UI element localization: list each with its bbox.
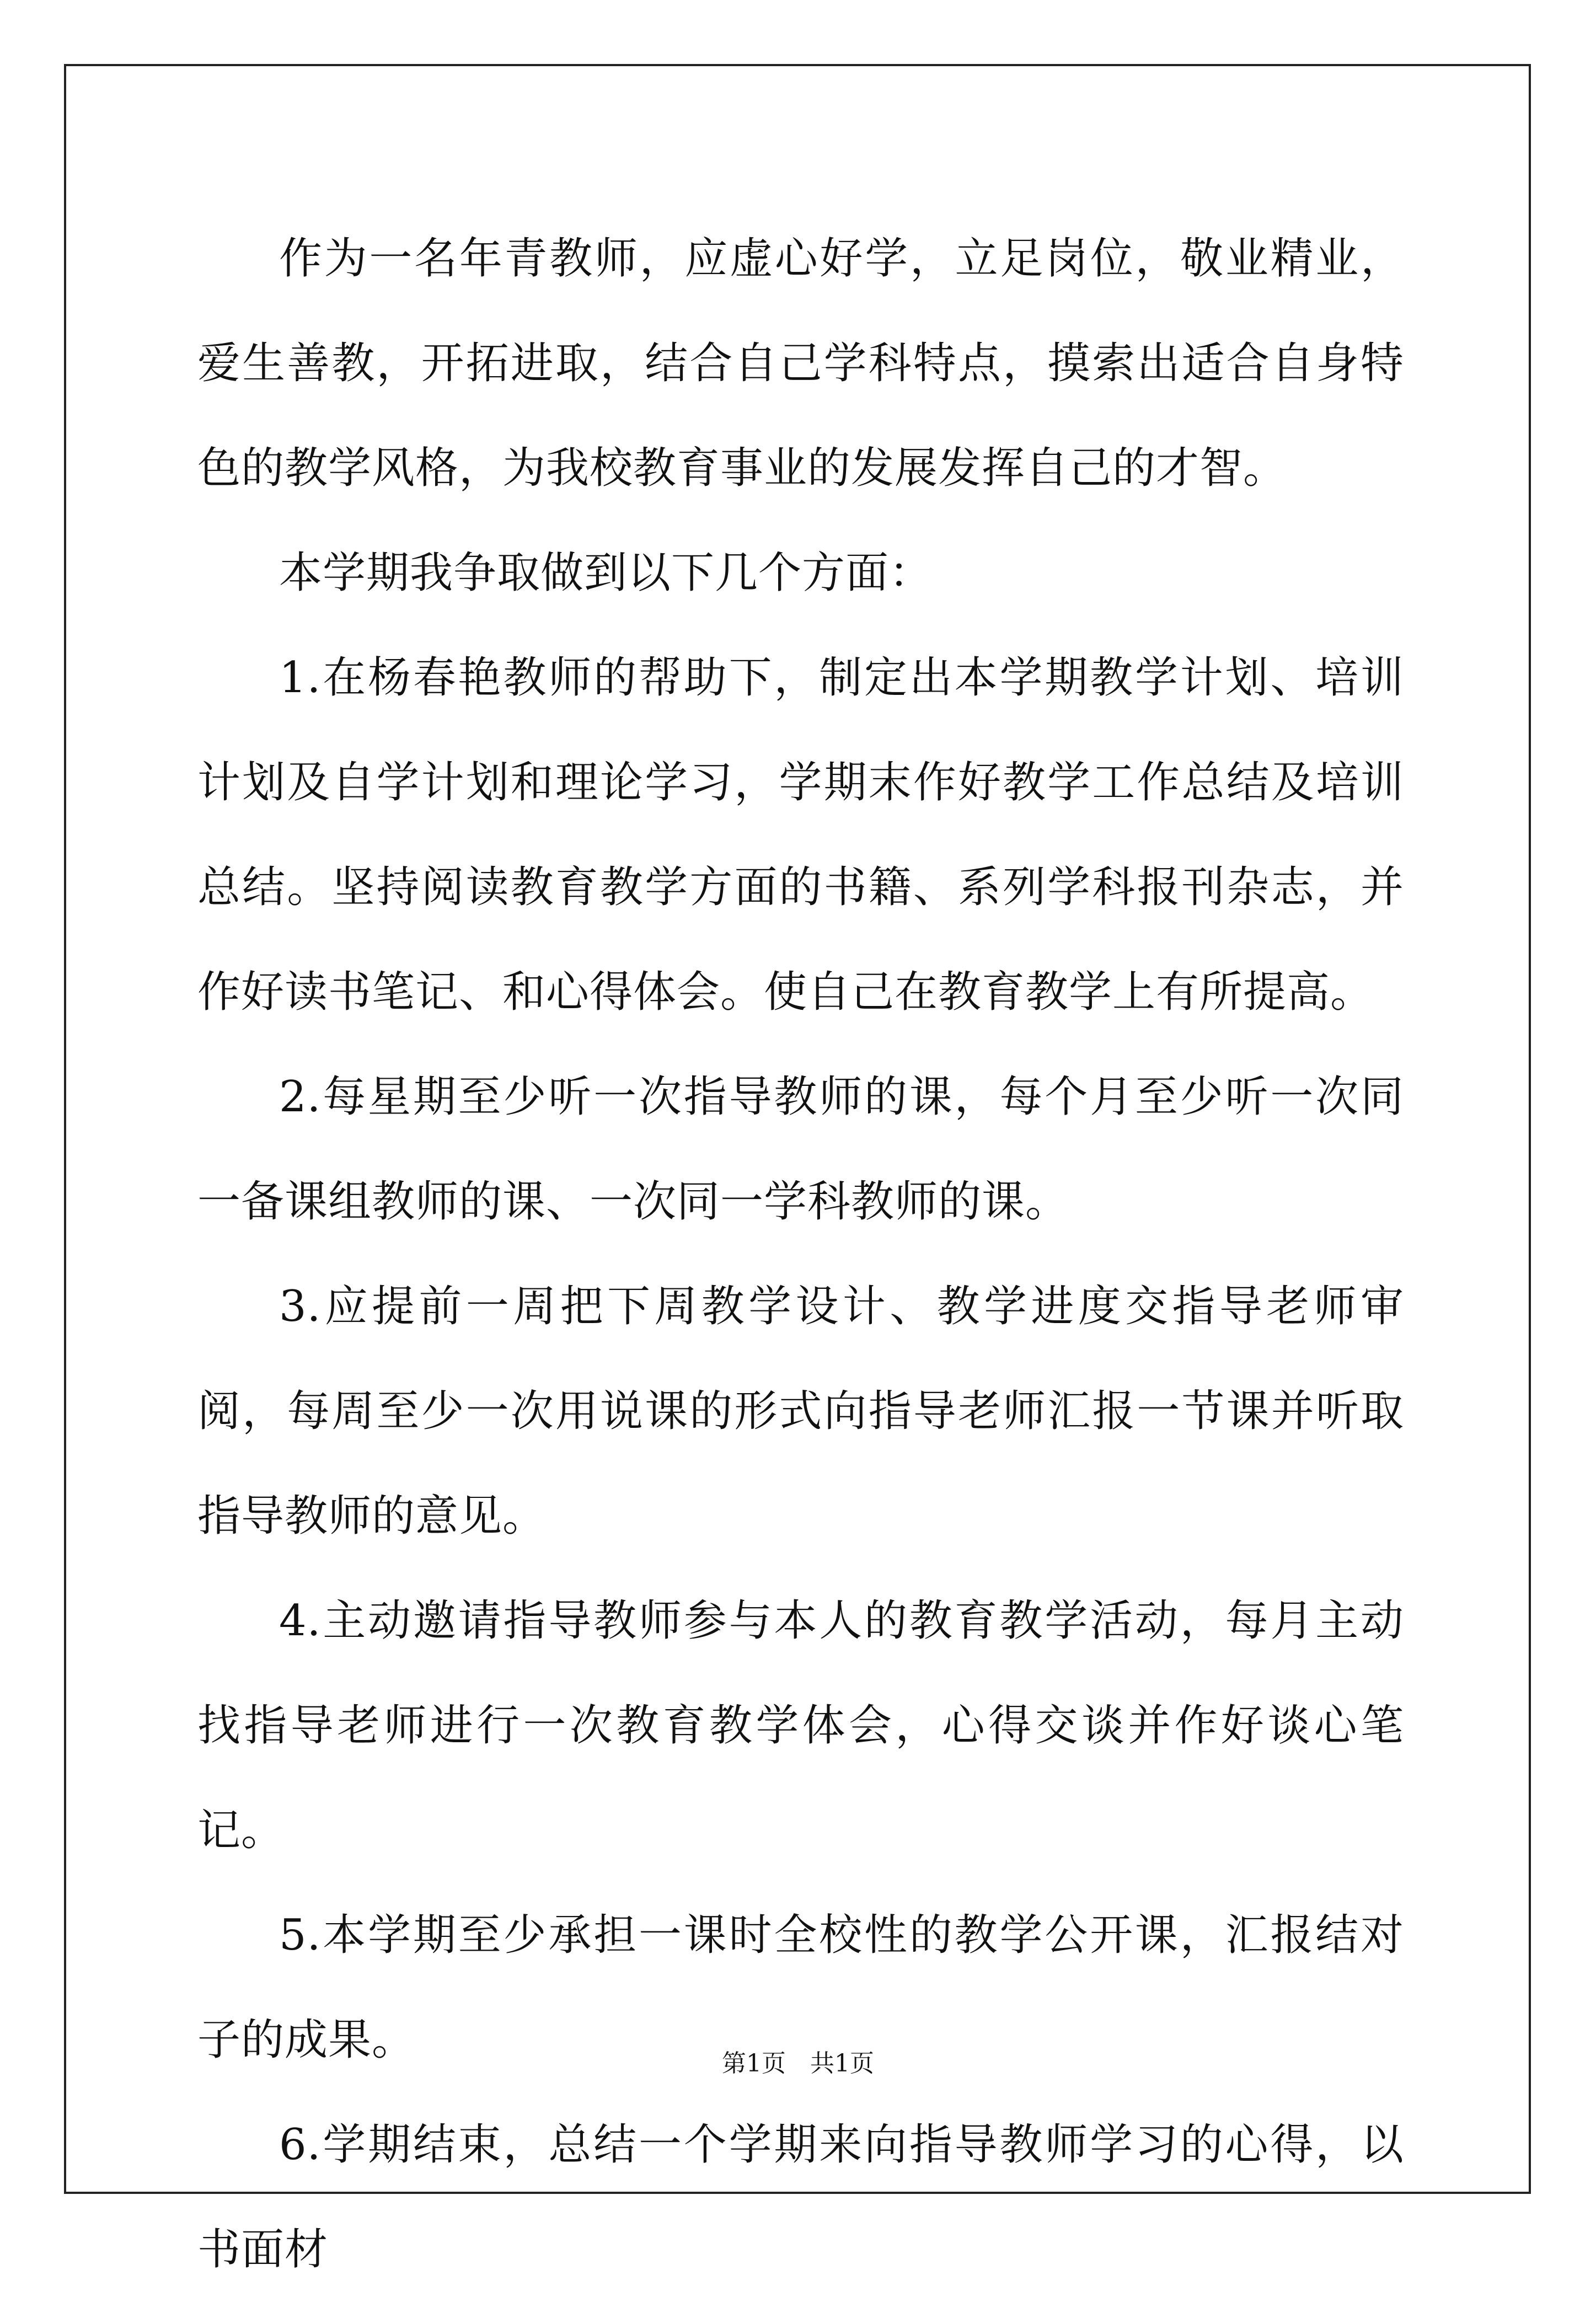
- paragraph-item-3: 3.应提前一周把下周教学设计、教学进度交指导老师审阅，每周至少一次用说课的形式向指导老师汇报一节课并听取指导教师的意见。: [197, 1282, 1404, 1541]
- paragraph-item-2: 2.每星期至少听一次指导教师的课，每个月至少听一次同一备课组教师的课、一次同一学科教师的课。: [197, 1072, 1404, 1227]
- paragraph-aspects-heading: 本学期我争取做到以下几个方面：: [279, 548, 933, 598]
- paragraph-item-6: 6.学期结束，总结一个学期来向指导教师学习的心得，以书面材: [197, 2120, 1404, 2274]
- document-body: [197, 206, 1404, 2302]
- paragraph-item-4: 4.主动邀请指导教师参与本人的教育教学活动，每月主动找指导老师进行一次教育教学体会，心得交谈并作好谈心笔记。: [197, 1596, 1404, 1855]
- paragraph-item-5: 5.本学期至少承担一课时全校性的教学公开课，汇报结对子的成果。: [197, 1910, 1404, 2065]
- paragraph-intro: 作为一名年青教师，应虚心好学，立足岗位，敬业精业，爱生善教，开拓进取，结合自己学科特点，摸索出适合自身特色的教学风格，为我校教育事业的发展发挥自己的才智。: [197, 234, 1404, 493]
- page-footer: 第1页 共1页: [722, 2049, 874, 2078]
- paragraph-item-1: 1.在杨春艳教师的帮助下，制定出本学期教学计划、培训计划及自学计划和理论学习，学期末作好教学工作总结及培训总结。坚持阅读教育教学方面的书籍、系列学科报刊杂志，并作好读书笔记、和心得体会。使自己在教育教学上有所提高。: [197, 653, 1404, 1017]
